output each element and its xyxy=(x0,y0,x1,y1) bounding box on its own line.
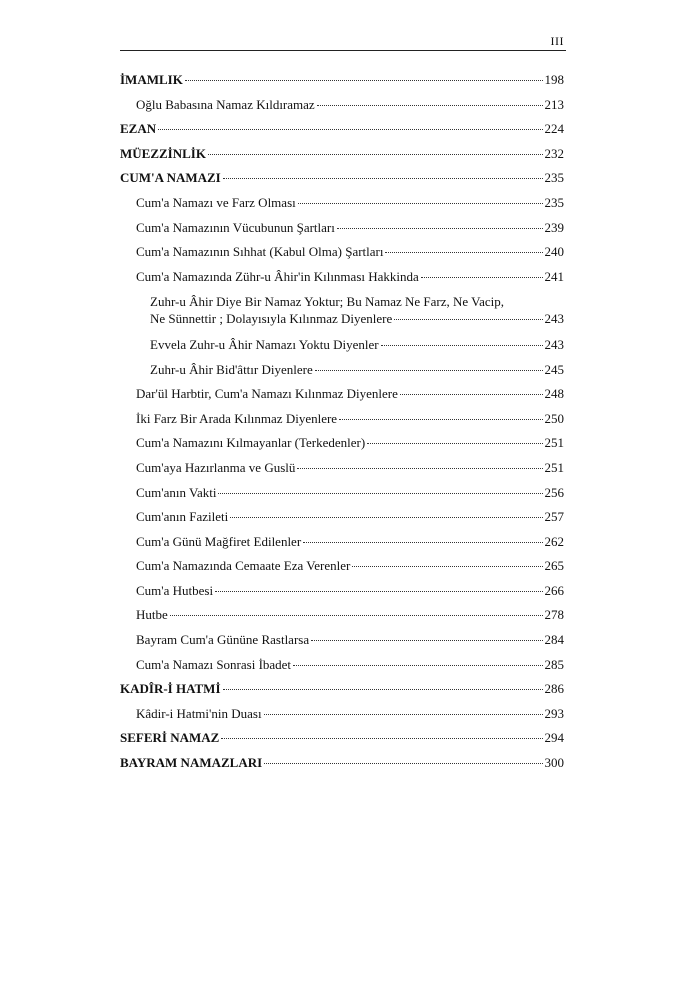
toc-entry-title: EZAN xyxy=(120,121,157,137)
toc-entry-page: 213 xyxy=(544,96,564,112)
toc-entry xyxy=(120,681,564,696)
toc-entry-title: Oğlu Babasına Namaz Kıldıramaz xyxy=(136,96,315,112)
toc-entry-title: Evvela Zuhr-u Âhir Namazı Yoktu Diyenler xyxy=(150,336,379,352)
dot-leader xyxy=(221,738,542,739)
toc-entry-page: 245 xyxy=(544,361,564,377)
toc-entry-page: 286 xyxy=(544,681,564,697)
table-of-contents xyxy=(120,72,564,780)
toc-entry xyxy=(120,509,564,524)
toc-entry-title: İki Farz Bir Arada Kılınmaz Diyenlere xyxy=(136,410,338,426)
toc-entry-title: Cum'a Namazının Sıhhat (Kabul Olma) Şartları xyxy=(136,244,384,260)
toc-entry-page: 243 xyxy=(544,336,564,352)
toc-entry-title: SEFERİ NAMAZ xyxy=(120,730,220,746)
toc-entry xyxy=(120,386,564,401)
dot-leader xyxy=(264,763,542,764)
page-header xyxy=(120,30,566,51)
toc-entry xyxy=(120,244,564,259)
toc-entry-title-line1: Zuhr-u Âhir Diye Bir Namaz Yoktur; Bu Namaz Ne Farz, Ne Vacip, xyxy=(150,294,505,310)
dot-leader xyxy=(394,319,542,320)
toc-entry-title: KADÎR-İ HATMİ xyxy=(120,681,221,697)
toc-entry-title: Cum'a Namazının Vücubunun Şartları xyxy=(136,219,335,235)
dot-leader xyxy=(317,105,543,106)
toc-entry-page: 285 xyxy=(544,656,564,672)
toc-entry xyxy=(120,485,564,500)
toc-entry-page: 240 xyxy=(544,244,564,260)
dot-leader xyxy=(385,252,542,253)
dot-leader xyxy=(421,277,543,278)
dot-leader xyxy=(297,468,542,469)
toc-entry-page: 265 xyxy=(544,558,564,574)
dot-leader xyxy=(352,566,542,567)
toc-entry-title: CUM'A NAMAZI xyxy=(120,170,221,186)
dot-leader xyxy=(215,591,542,592)
toc-entry-page: 300 xyxy=(544,755,564,771)
toc-entry-page: 257 xyxy=(544,509,564,525)
dot-leader xyxy=(303,542,542,543)
toc-entry xyxy=(120,435,564,450)
toc-entry-title: Cum'aya Hazırlanma ve Guslü xyxy=(136,459,296,475)
toc-entry-title: Cum'a Namazı ve Farz Olması xyxy=(136,194,296,210)
toc-entry-page: 251 xyxy=(544,435,564,451)
toc-entry-title: Cum'a Hutbesi xyxy=(136,582,214,598)
dot-leader xyxy=(293,665,542,666)
toc-entry xyxy=(120,121,564,136)
toc-entry-page: 239 xyxy=(544,219,564,235)
toc-entry-page: 294 xyxy=(544,730,564,746)
toc-entry-page: 293 xyxy=(544,705,564,721)
dot-leader xyxy=(400,394,543,395)
toc-entry-page: 250 xyxy=(544,410,564,426)
toc-entry-title: Zuhr-u Âhir Bid'âttır Diyenlere xyxy=(150,361,313,377)
toc-entry-title: Cum'a Namazı Sonrasi İbadet xyxy=(136,656,292,672)
dot-leader xyxy=(170,615,543,616)
toc-entry xyxy=(120,337,564,352)
toc-entry xyxy=(120,293,564,327)
toc-entry-title: Cum'anın Vakti xyxy=(136,484,217,500)
toc-entry-title: MÜEZZİNLİK xyxy=(120,145,206,161)
toc-entry-page: 243 xyxy=(544,311,564,327)
toc-entry xyxy=(120,97,564,112)
dot-leader xyxy=(381,345,543,346)
toc-entry-title-line2: Ne Sünnettir ; Dolayısıyla Kılınmaz Diyenlere xyxy=(150,311,393,327)
toc-entry-page: 224 xyxy=(544,121,564,137)
toc-entry-page: 278 xyxy=(544,607,564,623)
dot-leader xyxy=(208,154,543,155)
toc-entry xyxy=(120,558,564,573)
toc-entry-page: 235 xyxy=(544,170,564,186)
toc-entry xyxy=(120,460,564,475)
dot-leader xyxy=(223,689,543,690)
dot-leader xyxy=(311,640,542,641)
toc-entry-title: Cum'anın Fazileti xyxy=(136,509,229,525)
toc-entry xyxy=(120,269,564,284)
toc-entry xyxy=(120,170,564,185)
toc-entry-page: 284 xyxy=(544,632,564,648)
toc-entry xyxy=(120,195,564,210)
toc-entry-page: 248 xyxy=(544,386,564,402)
toc-entry xyxy=(120,411,564,426)
toc-entry-page: 232 xyxy=(544,145,564,161)
toc-entry-title: BAYRAM NAMAZLARI xyxy=(120,755,263,771)
toc-entry xyxy=(120,220,564,235)
dot-leader xyxy=(315,370,543,371)
toc-entry-page: 241 xyxy=(544,268,564,284)
toc-entry-title: Cum'a Namazında Zühr-u Âhir'in Kılınması Hakkinda xyxy=(136,268,419,284)
toc-entry xyxy=(120,706,564,721)
toc-entry-page: 256 xyxy=(544,484,564,500)
dot-leader xyxy=(298,203,543,204)
dot-leader xyxy=(223,178,543,179)
toc-entry xyxy=(120,755,564,770)
toc-entry xyxy=(120,657,564,672)
toc-entry-title: Bayram Cum'a Gününe Rastlarsa xyxy=(136,632,310,648)
toc-entry xyxy=(120,583,564,598)
dot-leader xyxy=(158,129,542,130)
dot-leader xyxy=(367,443,542,444)
toc-entry xyxy=(120,146,564,161)
toc-entry xyxy=(120,632,564,647)
toc-entry-page: 266 xyxy=(544,582,564,598)
toc-entry-title: Dar'ül Harbtir, Cum'a Namazı Kılınmaz Diyenlere xyxy=(136,386,398,402)
toc-entry-title: Hutbe xyxy=(136,607,168,623)
dot-leader xyxy=(339,419,542,420)
toc-entry-title: Cum'a Günü Mağfiret Edilenler xyxy=(136,533,302,549)
toc-entry-page: 198 xyxy=(544,72,564,87)
toc-entry xyxy=(120,534,564,549)
toc-entry-title: Cum'a Namazında Cemaate Eza Verenler xyxy=(136,558,351,574)
dot-leader xyxy=(218,493,542,494)
toc-entry-title: Kâdir-i Hatmi'nin Duası xyxy=(136,705,262,721)
dot-leader xyxy=(185,80,543,81)
toc-entry-page: 262 xyxy=(544,533,564,549)
toc-entry xyxy=(120,72,564,87)
dot-leader xyxy=(264,714,543,715)
toc-entry-page: 235 xyxy=(544,194,564,210)
toc-entry-title: İMAMLIK xyxy=(120,72,183,87)
toc-entry-page: 251 xyxy=(544,459,564,475)
toc-entry xyxy=(120,607,564,622)
dot-leader xyxy=(337,228,543,229)
toc-entry xyxy=(120,362,564,377)
page-number: III xyxy=(550,34,564,48)
toc-entry xyxy=(120,730,564,745)
dot-leader xyxy=(230,517,542,518)
toc-entry-title: Cum'a Namazını Kılmayanlar (Terkedenler) xyxy=(136,435,366,451)
